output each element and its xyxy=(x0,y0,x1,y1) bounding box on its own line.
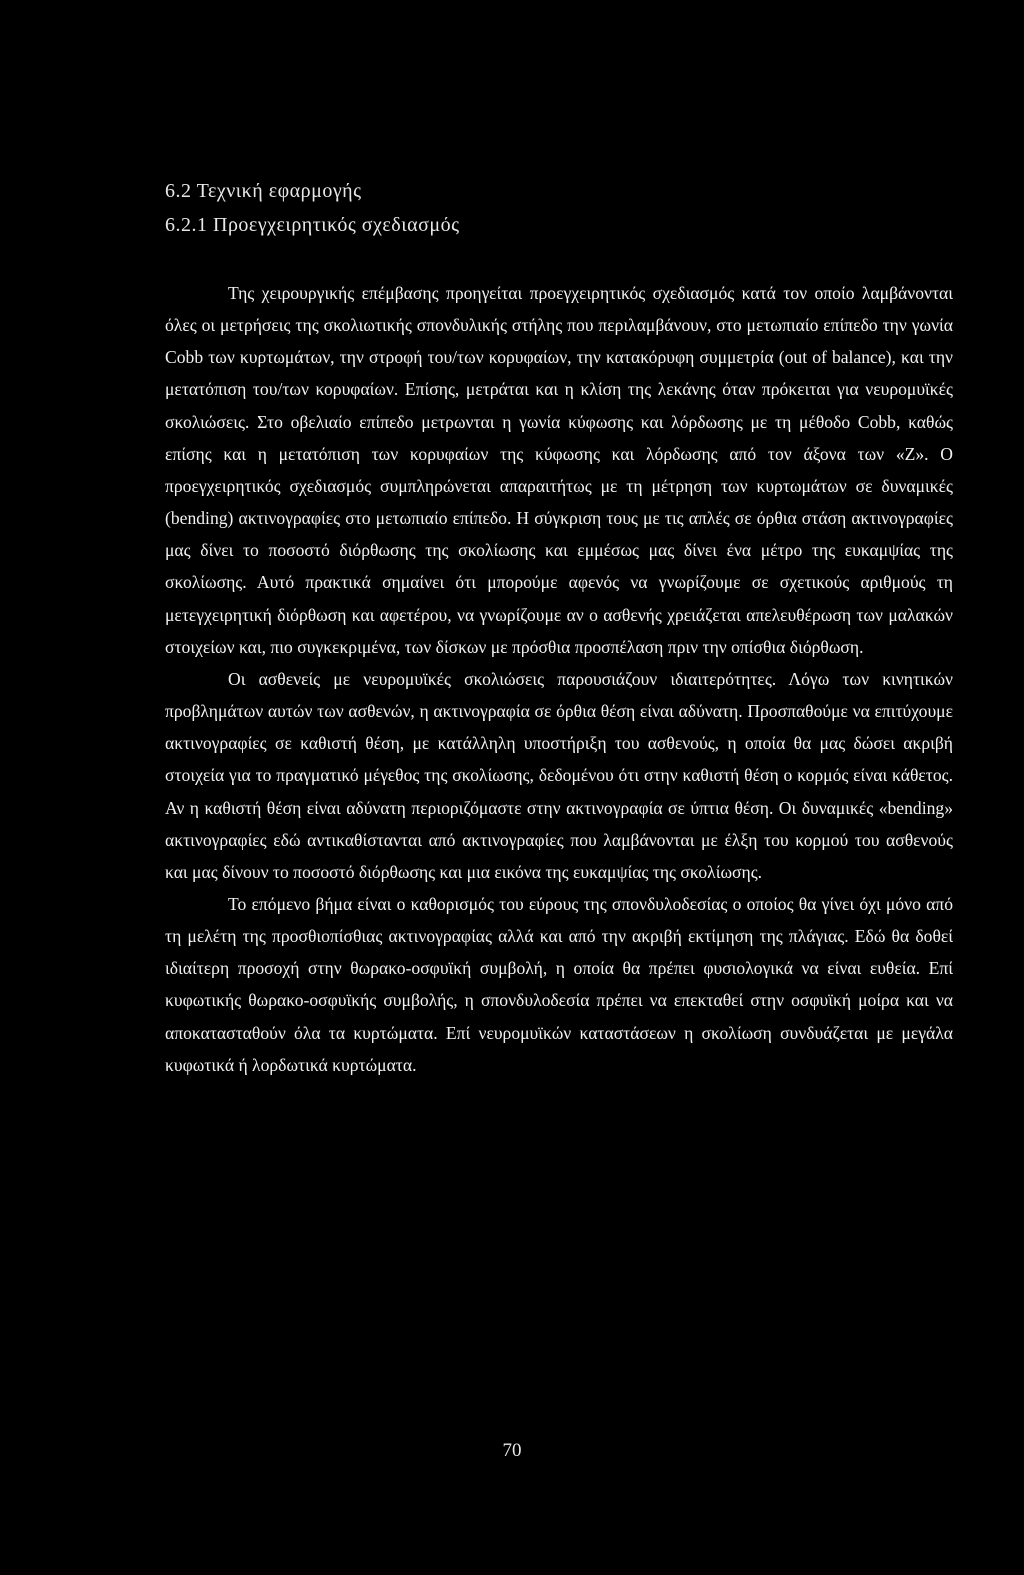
section-heading: 6.2 Τεχνική εφαρμογής xyxy=(165,180,362,202)
body-text xyxy=(165,277,953,1081)
paragraph-3: Το επόμενο βήμα είναι ο καθορισμός του εύρους της σπονδυλοδεσίας ο οποίος θα γίνει όχι μόνο από τη μελέτη της προσθιοπίσθιας ακτινογραφίας αλλά και από την ακριβή εκτίμηση της πλάγιας. Εδώ θα δοθεί ιδιαίτερη προσοχή στην θωρακο-οσφυϊκή συμβολή, η οποία θα πρέπει φυσιολογικά να είναι ευθεία. Επί κυφωτικής θωρακο-οσφυϊκής συμβολής, η σπονδυλοδεσία πρέπει να επεκταθεί στην οσφυϊκή μοίρα και να αποκατασταθούν όλα τα κυρτώματα. Επί νευρομυϊκών καταστάσεων η σκολίωση συνδυάζεται με μεγάλα κυφωτικά ή λορδωτικά κυρτώματα. xyxy=(165,893,953,1075)
page-number: 70 xyxy=(502,1440,522,1461)
paragraph-1: Της χειρουργικής επέμβασης προηγείται προεγχειρητικός σχεδιασμός κατά τον οποίο λαμβάνονται όλες οι μετρήσεις της σκολιωτικής σπονδυλικής στήλης που περιλαμβάνουν, στο μετωπιαίο επίπεδο την γωνία Cobb των κυρτωμάτων, την στροφή του/των κορυφαίων, την κατακόρυφη συμμετρία (out of balance), και την μετατόπιση του/των κορυφαίων. Επίσης, μετράται και η κλίση της λεκάνης όταν πρόκειται για νευρομυϊκές σκολιώσεις. Στο οβελιαίο επίπεδο μετρωνται η γωνία κύφωσης και λόρδωσης με τη μέθοδο Cobb, καθώς επίσης και η μετατόπιση των κορυφαίων της κύφωσης και λόρδωσης από τον άξονα των «Z». Ο προεγχειρητικός σχεδιασμός συμπληρώνεται απαραιτήτως με τη μέτρηση των κυρτωμάτων σε δυναμικές (bending) ακτινογραφίες στο μετωπιαίο επίπεδο. Η σύγκριση τους με τις απλές σε όρθια στάση ακτινογραφίες μας δίνει το ποσοστό διόρθωσης της σκολίωσης και εμμέσως μας δίνει ένα μέτρο της ευκαμψίας της σκολίωσης. Αυτό πρακτικά σημαίνει ότι μπορούμε αφενός να γνωρίζουμε σε σχετικούς αριθμούς τη μετεγχειρητική διόρθωση και αφετέρου, να γνωρίζουμε αν ο ασθενής χρειάζεται απελευθέρωση των μαλακών στοιχείων και, πιο συγκεκριμένα, των δίσκων με πρόσθια προσπέλαση πριν την οπίσθια διόρθωση. xyxy=(165,283,953,657)
subsection-heading: 6.2.1 Προεγχειρητικός σχεδιασμός xyxy=(165,214,460,236)
paragraph-2: Οι ασθενείς με νευρομυϊκές σκολιώσεις παρουσιάζουν ιδιαιτερότητες. Λόγω των κινητικών προβλημάτων αυτών των ασθενών, η ακτινογραφία σε όρθια θέση είναι αδύνατη. Προσπαθούμε να επιτύχουμε ακτινογραφίες σε καθιστή θέση, με κατάλληλη υποστήριξη του ασθενούς, η οποία θα μας δώσει ακριβή στοιχεία για το πραγματικό μέγεθος της σκολίωσης, δεδομένου ότι στην καθιστή θέση ο κορμός είναι κάθετος. Αν η καθιστή θέση είναι αδύνατη περιοριζόμαστε στην ακτινογραφία σε ύπτια θέση. Οι δυναμικές «bending» ακτινογραφίες εδώ αντικαθίστανται από ακτινογραφίες που λαμβάνονται με έλξη του κορμού του ασθενούς και μας δίνουν το ποσοστό διόρθωσης και μια εικόνα της ευκαμψίας της σκολίωσης. xyxy=(165,668,953,882)
